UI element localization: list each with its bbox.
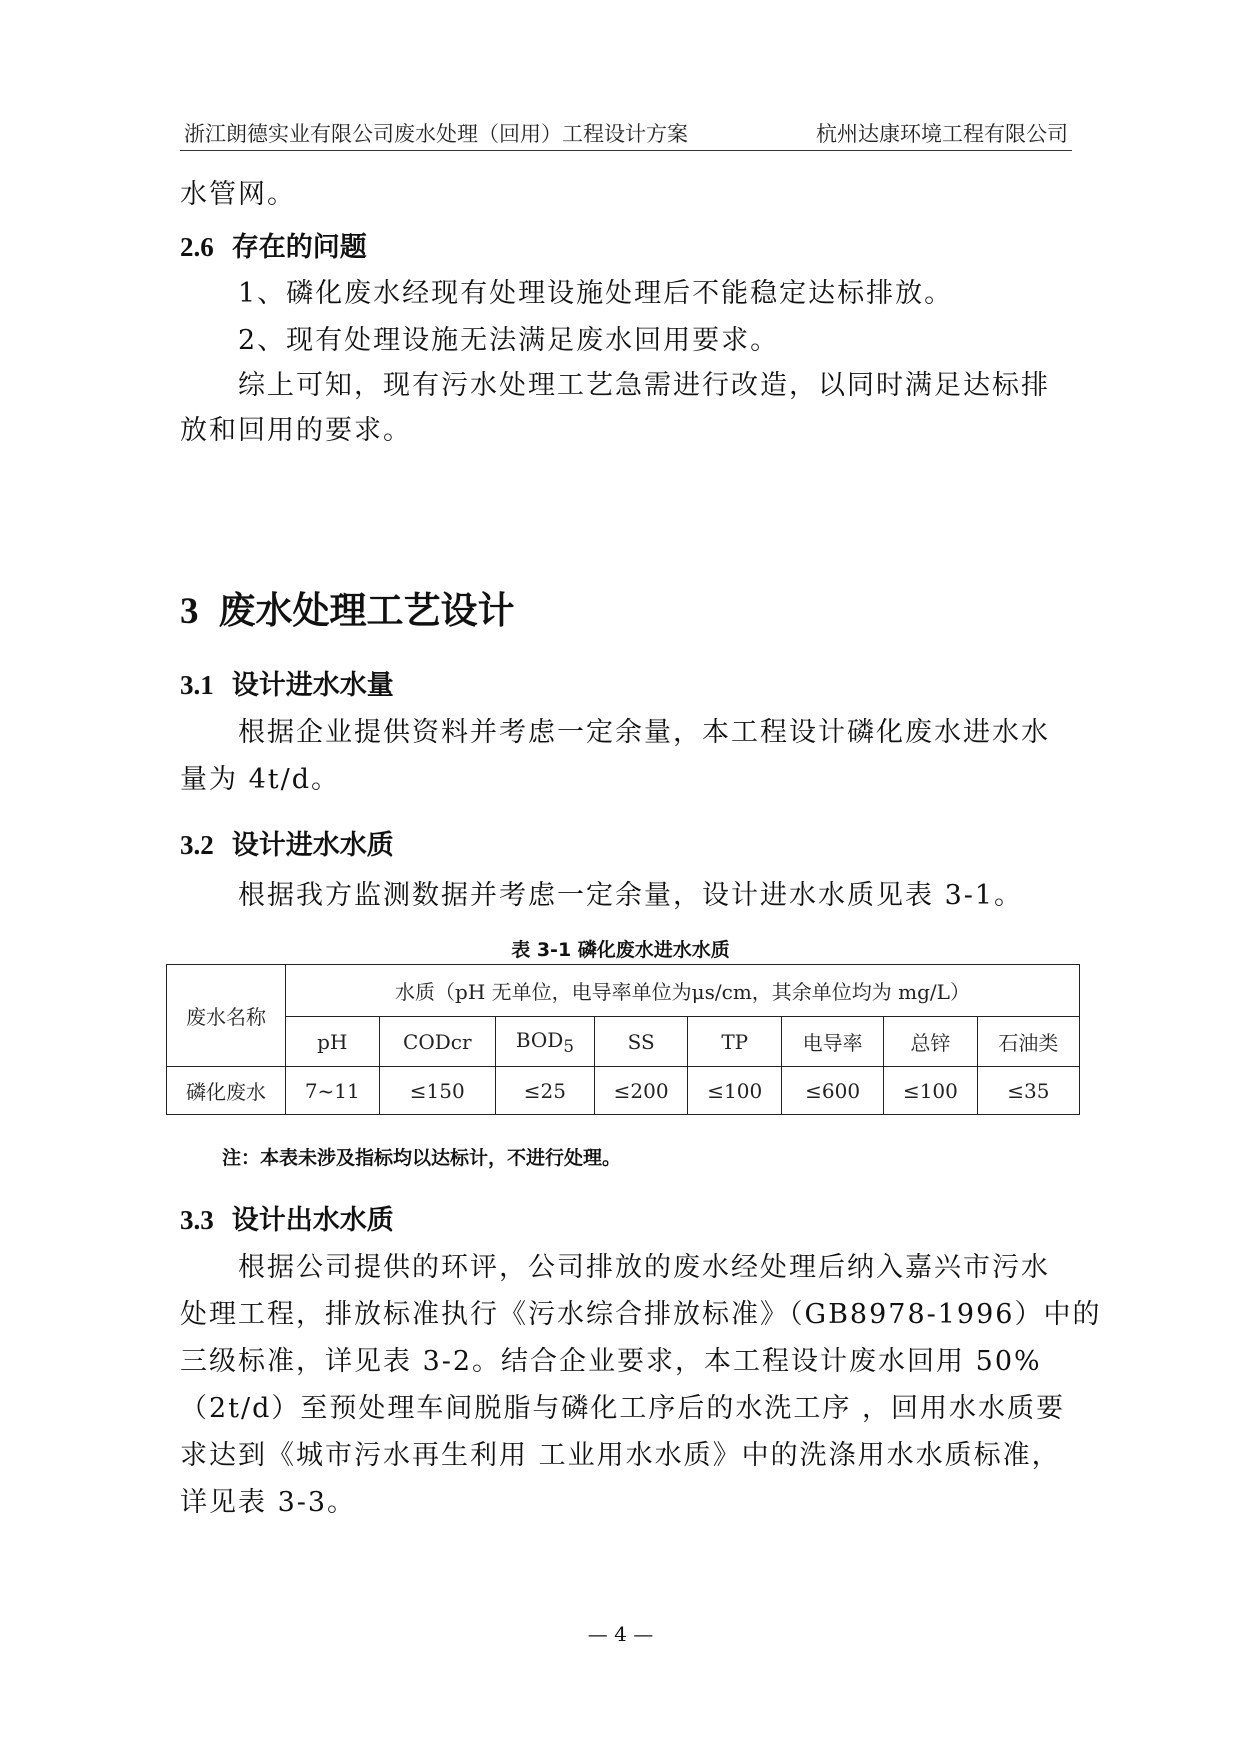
paragraph-line: 2、现有处理设施无法满足废水回用要求。 bbox=[238, 325, 780, 356]
paragraph-line: 放和回用的要求。 bbox=[180, 415, 412, 446]
column-header: TP bbox=[688, 1017, 782, 1067]
row-header-cell: 废水名称 bbox=[167, 965, 286, 1067]
chapter-heading-3 bbox=[180, 580, 515, 634]
value-cell: ≤150 bbox=[379, 1067, 495, 1115]
value-cell: ≤100 bbox=[884, 1067, 978, 1115]
column-header: 总锌 bbox=[884, 1017, 978, 1067]
water-quality-table bbox=[166, 964, 1080, 1115]
value-cell: ≤600 bbox=[782, 1067, 884, 1115]
paragraph-line: 三级标准，详见表 3-2。结合企业要求，本工程设计废水回用 50% bbox=[180, 1346, 1042, 1377]
bod-subscript: 5 bbox=[563, 1036, 574, 1056]
group-header-cell: 水质（pH 无单位，电导率单位为μs/cm，其余单位均为 mg/L） bbox=[286, 965, 1080, 1017]
paragraph-line: （2t/d）至预处理车间脱脂与磷化工序后的水洗工序 ，回用水水质要 bbox=[180, 1393, 1065, 1424]
bod-label: BOD bbox=[515, 1027, 564, 1052]
column-header: CODcr bbox=[379, 1017, 495, 1067]
section-heading-2-6 bbox=[180, 225, 367, 264]
section-heading-3-3 bbox=[180, 1198, 394, 1237]
paragraph-line: 1、磷化废水经现有处理设施处理后不能稳定达标排放。 bbox=[238, 278, 954, 309]
column-header: 石油类 bbox=[977, 1017, 1079, 1067]
page-header bbox=[180, 118, 1072, 151]
section-title: 设计进水水质 bbox=[231, 830, 394, 861]
chapter-title: 废水处理工艺设计 bbox=[218, 589, 515, 632]
section-title: 设计出水水质 bbox=[231, 1205, 394, 1236]
chapter-number: 3 bbox=[180, 591, 199, 632]
section-title: 存在的问题 bbox=[231, 232, 367, 263]
section-number: 2.6 bbox=[180, 232, 214, 262]
paragraph-line: 根据我方监测数据并考虑一定余量，设计进水水质见表 3-1。 bbox=[238, 880, 1024, 911]
column-header: 电导率 bbox=[782, 1017, 884, 1067]
value-cell: ≤100 bbox=[688, 1067, 782, 1115]
section-number: 3.2 bbox=[180, 830, 214, 860]
paragraph-line: 处理工程，排放标准执行《污水综合排放标准》（GB8978-1996）中的 bbox=[180, 1299, 1102, 1330]
table-note: 注：本表未涉及指标均以达标计，不进行处理。 bbox=[222, 1147, 622, 1169]
column-header bbox=[495, 1017, 594, 1067]
section-number: 3.1 bbox=[180, 670, 214, 700]
paragraph-line: 求达到《城市污水再生利用 工业用水水质》中的洗涤用水水质标准， bbox=[180, 1440, 1061, 1471]
column-header: pH bbox=[286, 1017, 380, 1067]
row-name-cell: 磷化废水 bbox=[167, 1067, 286, 1115]
column-header: SS bbox=[594, 1017, 688, 1067]
value-cell: 7~11 bbox=[286, 1067, 380, 1115]
value-cell: ≤200 bbox=[594, 1067, 688, 1115]
section-number: 3.3 bbox=[180, 1205, 214, 1235]
value-cell: ≤25 bbox=[495, 1067, 594, 1115]
section-title: 设计进水水量 bbox=[231, 670, 394, 701]
paragraph-line: 综上可知，现有污水处理工艺急需进行改造，以同时满足达标排 bbox=[238, 370, 1050, 401]
table-caption: 表 3-1 磷化废水进水水质 bbox=[511, 939, 730, 961]
table-row bbox=[167, 1067, 1080, 1115]
page-number: — 4 — bbox=[587, 1622, 654, 1646]
section-heading-3-2 bbox=[180, 823, 394, 862]
paragraph-line: 水管网。 bbox=[180, 179, 296, 210]
header-company-name: 杭州达康环境工程有限公司 bbox=[816, 122, 1068, 146]
paragraph-line: 详见表 3-3。 bbox=[180, 1487, 357, 1518]
header-document-title: 浙江朗德实业有限公司废水处理（回用）工程设计方案 bbox=[184, 122, 688, 146]
paragraph-line: 根据公司提供的环评，公司排放的废水经处理后纳入嘉兴市污水 bbox=[238, 1252, 1050, 1283]
value-cell: ≤35 bbox=[977, 1067, 1079, 1115]
paragraph-line: 量为 4t/d。 bbox=[180, 764, 340, 795]
paragraph-line: 根据企业提供资料并考虑一定余量，本工程设计磷化废水进水水 bbox=[238, 717, 1050, 748]
section-heading-3-1 bbox=[180, 663, 394, 702]
